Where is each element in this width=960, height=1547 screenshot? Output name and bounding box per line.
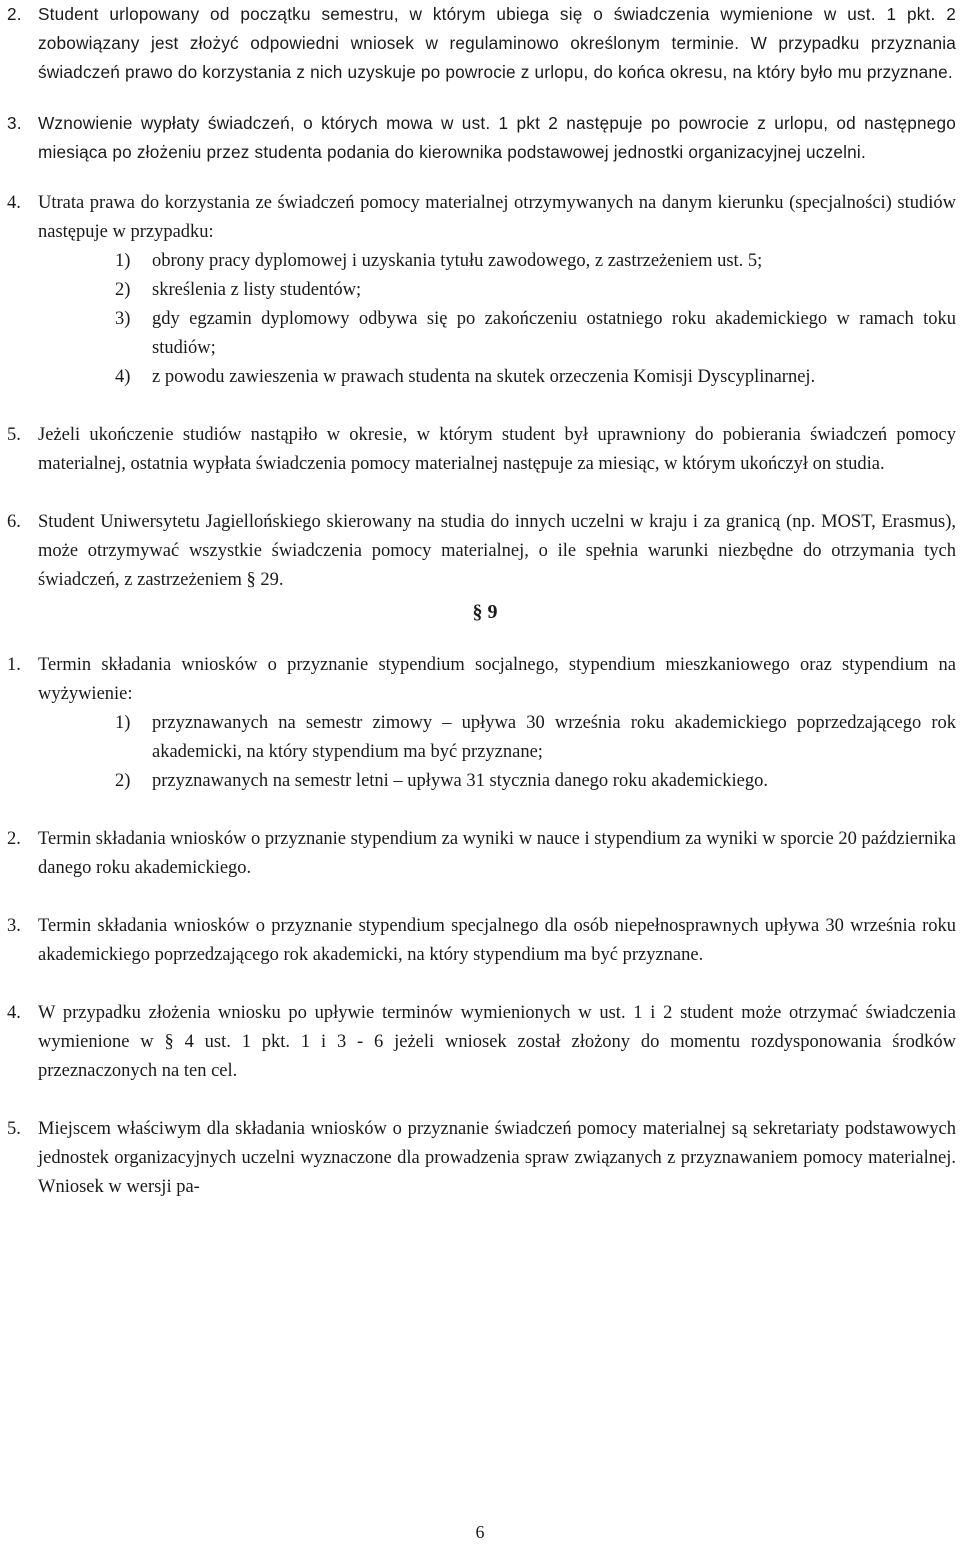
- list-item: [0, 363, 960, 392]
- list-item-number: 3): [115, 309, 131, 329]
- paragraph-number: 5.: [7, 425, 21, 445]
- paragraph-number: 1.: [7, 655, 21, 675]
- section9-paragraph-5: [0, 1115, 960, 1202]
- paragraph-text: Termin składania wniosków o przyznanie stypendium specjalnego dla osób niepełnosprawnych upływa 30 września roku akademickiego poprzedzającego rok akademicki, na który stypendium ma być przyznane.: [38, 916, 956, 965]
- paragraph-text: Student urlopowany od początku semestru, w którym ubiega się o świadczenia wymienione w ust. 1 pkt. 2 zobowiązany jest złożyć odpowiedni wniosek w regulaminowo określonym terminie. W przypadku przyznania świadczeń prawo do korzystania z nich uzyskuje po powrocie z urlopu, do końca okresu, na który było mu przyznane.: [38, 4, 956, 82]
- paragraph-6: [0, 508, 960, 595]
- paragraph-text: Termin składania wniosków o przyznanie stypendium socjalnego, stypendium mieszkaniowego oraz stypendium na wyżywienie:: [38, 655, 956, 704]
- page-number: 6: [475, 1522, 485, 1542]
- section9-paragraph-1: [0, 651, 960, 709]
- section9-paragraph-2: [0, 825, 960, 883]
- section9-paragraph-3: [0, 912, 960, 970]
- paragraph-5: [0, 421, 960, 479]
- paragraph-4: [0, 189, 960, 247]
- list-item: [0, 276, 960, 305]
- paragraph-number: 4.: [7, 193, 21, 213]
- paragraph-number: 5.: [7, 1119, 21, 1139]
- section-heading: § 9: [472, 601, 498, 623]
- list-item: [0, 767, 960, 796]
- paragraph-text: Miejscem właściwym dla składania wniosków o przyznanie świadczeń pomocy materialnej są sekretariaty podstawowych jednostek organizacyjnych uczelni wyznaczone dla prowadzenia spraw związanych z przyznawaniem pomocy materialnej. Wniosek w wersji pa-: [38, 1119, 956, 1197]
- paragraph-2: [0, 0, 960, 87]
- list-item-number: 1): [115, 713, 131, 733]
- list-item-number: 4): [115, 367, 131, 387]
- section9-paragraph-4: [0, 999, 960, 1086]
- paragraph-3: [0, 109, 960, 167]
- paragraph-number: 3.: [7, 113, 22, 133]
- list-item-text: gdy egzamin dyplomowy odbywa się po zakończeniu ostatniego roku akademickiego w ramach toku studiów;: [152, 309, 956, 358]
- paragraph-number: 3.: [7, 916, 21, 936]
- paragraph-text: Utrata prawa do korzystania ze świadczeń pomocy materialnej otrzymywanych na danym kierunku (specjalności) studiów następuje w przypadku:: [38, 193, 956, 242]
- paragraph-number: 2.: [7, 829, 21, 849]
- list-item: [0, 305, 960, 363]
- list-item-text: obrony pracy dyplomowej i uzyskania tytułu zawodowego, z zastrzeżeniem ust. 5;: [152, 251, 763, 271]
- list-item-text: z powodu zawieszenia w prawach studenta na skutek orzeczenia Komisji Dyscyplinarnej.: [152, 367, 816, 387]
- paragraph-text: W przypadku złożenia wniosku po upływie terminów wymienionych w ust. 1 i 2 student może otrzymać świadczenia wymienione w § 4 ust. 1 pkt. 1 i 3 - 6 jeżeli wniosek został złożony do momentu rozdysponowania środków przeznaczonych na ten cel.: [38, 1003, 956, 1081]
- paragraph-number: 2.: [7, 4, 22, 24]
- list-item-text: skreślenia z listy studentów;: [152, 280, 362, 300]
- paragraph-text: Wznowienie wypłaty świadczeń, o których mowa w ust. 1 pkt 2 następuje po powrocie z urlopu, od następnego miesiąca po złożeniu przez studenta podania do kierownika podstawowej jednostki organizacyjnej uczelni.: [38, 113, 956, 162]
- list-item-text: przyznawanych na semestr zimowy – upływa 30 września roku akademickiego poprzedzającego rok akademicki, na który stypendium ma być przyznane;: [152, 713, 956, 762]
- paragraph-number: 6.: [7, 512, 21, 532]
- paragraph-number: 4.: [7, 1003, 21, 1023]
- list-item-number: 2): [115, 280, 131, 300]
- paragraph-text: Termin składania wniosków o przyznanie stypendium za wyniki w nauce i stypendium za wyniki w sporcie 20 października danego roku akademickiego.: [38, 829, 956, 878]
- paragraph-text: Jeżeli ukończenie studiów nastąpiło w okresie, w którym student był uprawniony do pobierania świadczeń pomocy materialnej, ostatnia wypłata świadczenia pomocy materialnej następuje za miesiąc, w którym ukończył on studia.: [38, 425, 956, 474]
- list-item-number: 2): [115, 771, 131, 791]
- paragraph-text: Student Uniwersytetu Jagiellońskiego skierowany na studia do innych uczelni w kraju i za granicą (np. MOST, Erasmus), może otrzymywać wszystkie świadczenia pomocy materialnej, o ile spełnia warunki niezbędne do otrzymania tych świadczeń, z zastrzeżeniem § 29.: [38, 512, 956, 590]
- list-item-text: przyznawanych na semestr letni – upływa 31 stycznia danego roku akademickiego.: [152, 771, 768, 791]
- list-item: [0, 709, 960, 767]
- list-item: [0, 247, 960, 276]
- list-item-number: 1): [115, 251, 131, 271]
